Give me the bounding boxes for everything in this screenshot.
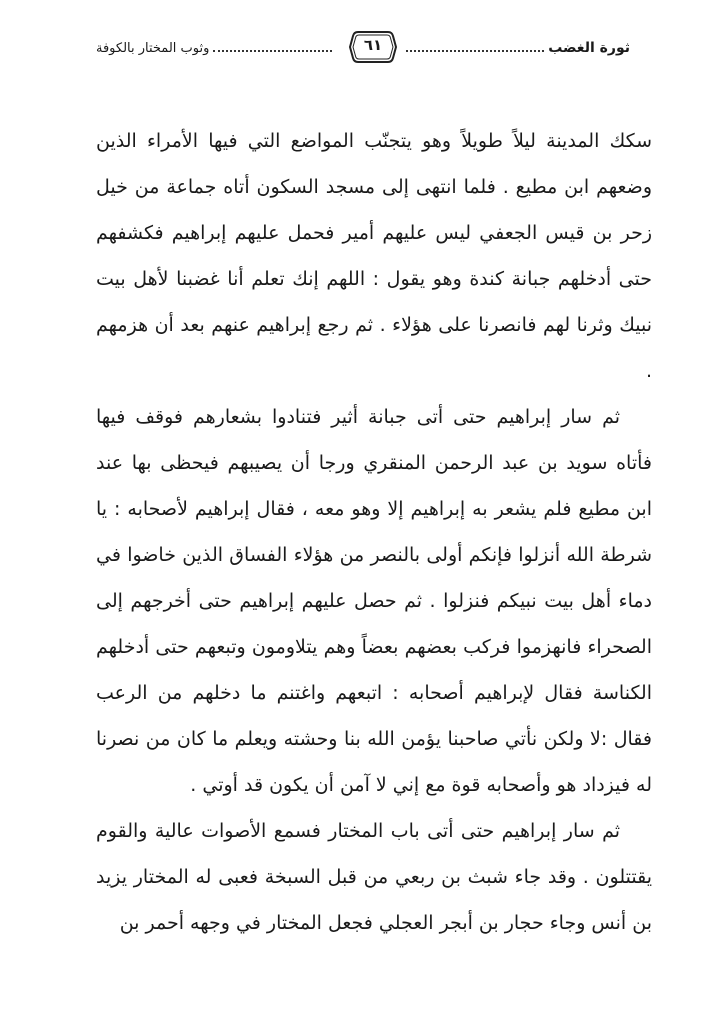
paragraph: ثم سار إبراهيم حتى أتى جبانة أثير فتنادوا بشعارهم فوقف فيها فأتاه سويد بن عبد الرحمن المنقري ورجا أن يصيبهم فيحظى بها عند ابن مطيع فلم يشعر به إبراهيم إلا وهو معه ، فقال إبراهيم لأصحابه : يا شرطة الله أنزلوا فإنكم أولى بالنصر من هؤلاء الفساق الذين خاضوا في دماء أهل بيت نبيكم فنزلوا . ثم حصل عليهم إبراهيم حتى أخرجهم إلى الصحراء فانهزموا فركب بعضهم بعضاً وهم يتلاومون وتبعهم حتى أدخلهم الكناسة فقال لإبراهيم أصحابه : اتبعهم واغتنم ما دخلهم من الرعب فقال :لا ولكن نأتي صاحبنا يؤمن الله بنا وحشته ويعلم ما كان من نصرنا له فيزداد هو وأصحابه قوة مع إني لا آمن أن يكون قد أوتي .: [96, 406, 652, 796]
header-dotted-leader-right: [406, 50, 544, 52]
page-number-badge: [348, 30, 398, 64]
book-title-bar: [400, 38, 630, 58]
paragraph: سكك المدينة ليلاً طويلاً وهو يتجنّب المواضع التي فيها الأمراء الذين وضعهم ابن مطيع . فلما انتهى إلى مسجد السكون أتاه جماعة من خيل زحر بن قيس الجعفي ليس عليهم أمير فحمل عليهم إبراهيم فكشفهم حتى أدخلهم جبانة كندة وهو يقول : اللهم إنك تعلم أنا غضبنا لأهل بيت نبيك وثرنا لهم فانصرنا على هؤلاء . ثم رجع إبراهيم عنهم بعد أن هزمهم .: [96, 130, 652, 382]
header-dotted-leader-left: [213, 50, 332, 52]
body-text: [96, 118, 652, 946]
paragraph: ثم سار إبراهيم حتى أتى باب المختار فسمع الأصوات عالية والقوم يقتتلون . وقد جاء شبث بن ربعي من قبل السبخة فعبى له المختار يزيد بن أنس وجاء حجار بن أبجر العجلي فجعل المختار في وجهه أحمر بن: [96, 820, 652, 934]
chapter-title-bar: [96, 38, 336, 58]
running-header: [96, 30, 630, 66]
chapter-title: وثوب المختار بالكوفة: [96, 40, 210, 56]
book-title: ثورة الغضب: [548, 40, 630, 56]
page-number: ٦١: [363, 36, 383, 54]
